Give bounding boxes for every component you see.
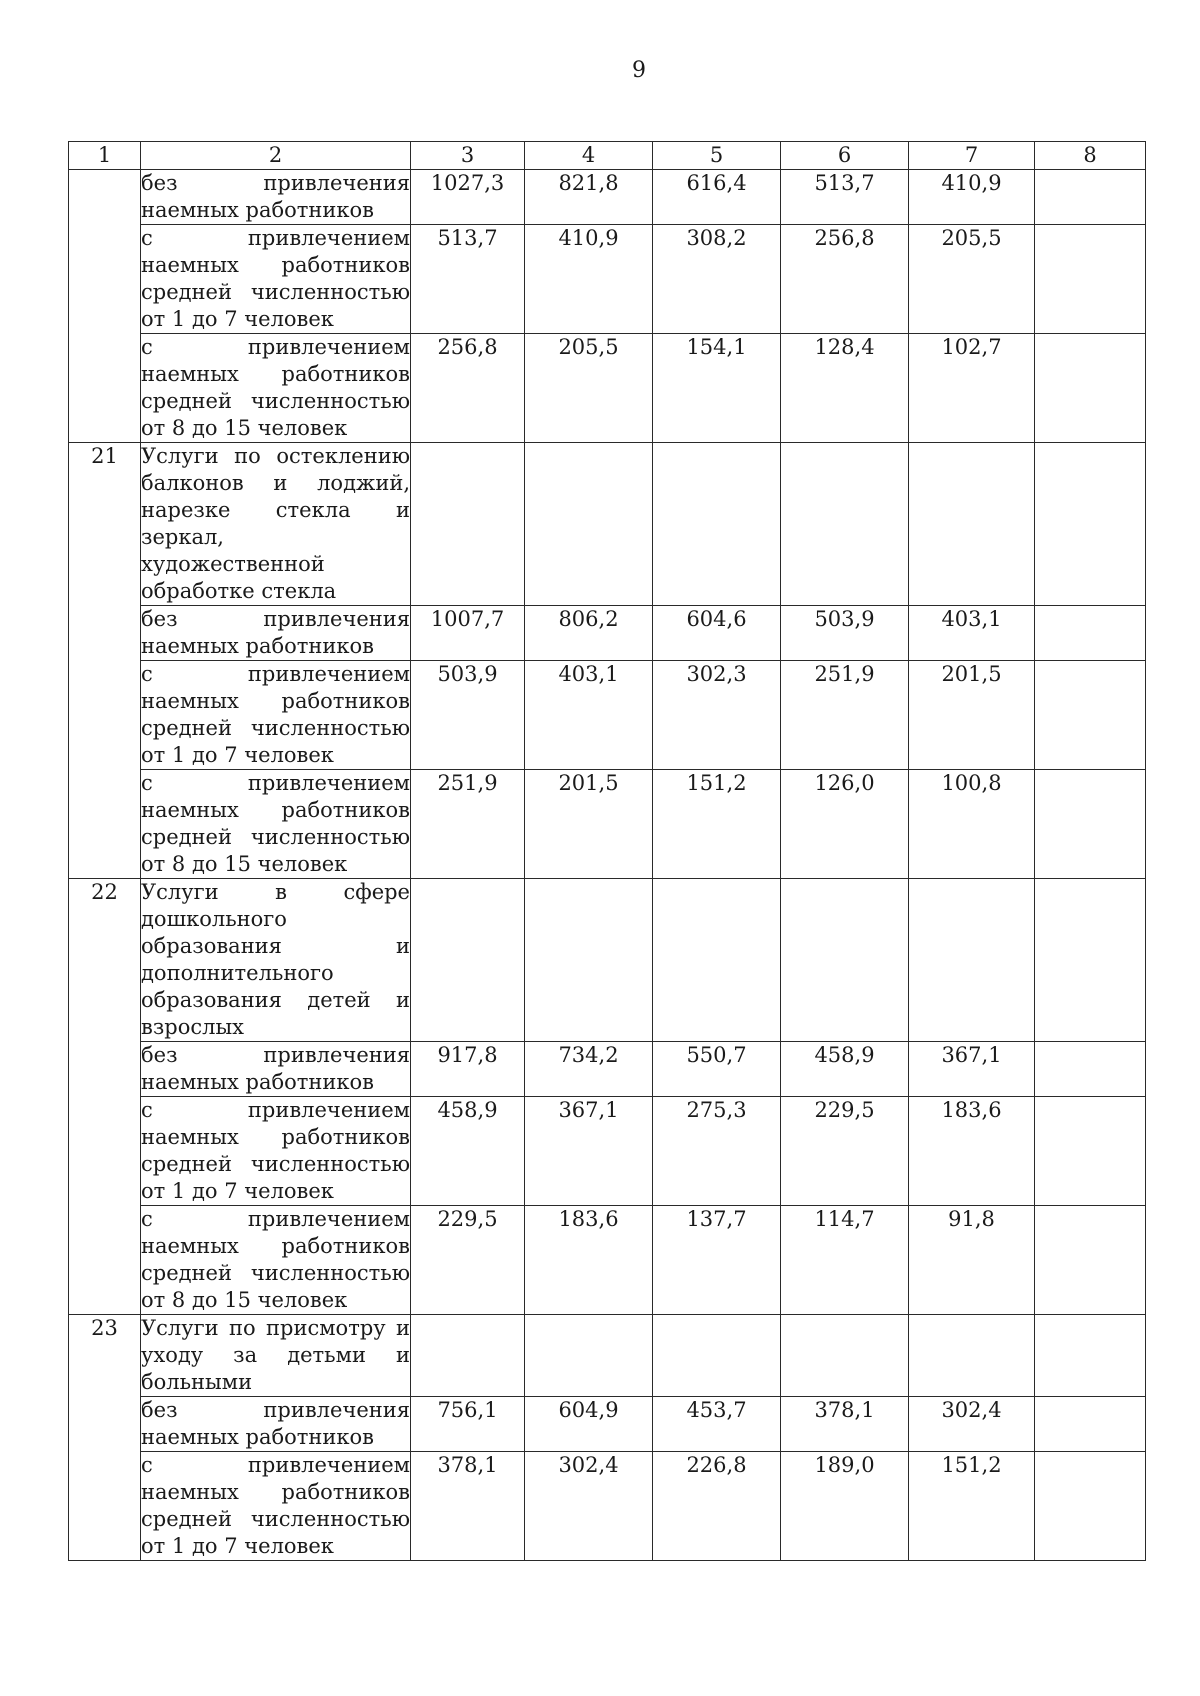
row-index-cell: 22 <box>69 879 141 1315</box>
value-cell: 308,2 <box>653 225 781 334</box>
table-body <box>69 170 1146 1561</box>
value-cell: 503,9 <box>781 606 909 661</box>
value-cell: 275,3 <box>653 1097 781 1206</box>
value-cell: 114,7 <box>781 1206 909 1315</box>
condition-cell: с привлечением наемных работников средней численностью от 1 до 7 человек <box>141 1097 411 1206</box>
value-cell: 205,5 <box>525 334 653 443</box>
service-title-cell: Услуги в сфере дошкольного образования и дополнительного образования детей и взрослых <box>141 879 411 1042</box>
value-cell: 403,1 <box>525 661 653 770</box>
value-cell <box>1035 661 1146 770</box>
value-cell: 458,9 <box>411 1097 525 1206</box>
empty-cell <box>525 443 653 606</box>
service-title-cell: Услуги по остеклению балконов и лоджий, нарезке стекла и зеркал, художественной обработке стекла <box>141 443 411 606</box>
empty-cell <box>909 443 1035 606</box>
empty-cell <box>781 879 909 1042</box>
value-cell: 458,9 <box>781 1042 909 1097</box>
value-cell: 1007,7 <box>411 606 525 661</box>
table-row <box>69 1206 1146 1315</box>
table-row <box>69 1452 1146 1561</box>
value-cell: 151,2 <box>653 770 781 879</box>
value-cell <box>1035 334 1146 443</box>
value-cell: 251,9 <box>411 770 525 879</box>
value-cell: 154,1 <box>653 334 781 443</box>
value-cell <box>1035 1452 1146 1561</box>
value-cell: 302,4 <box>525 1452 653 1561</box>
value-cell: 453,7 <box>653 1397 781 1452</box>
empty-cell <box>909 879 1035 1042</box>
table-row <box>69 225 1146 334</box>
value-cell: 604,9 <box>525 1397 653 1452</box>
column-header: 7 <box>909 142 1035 170</box>
tariff-table <box>68 141 1146 1561</box>
value-cell <box>1035 1206 1146 1315</box>
empty-cell <box>525 879 653 1042</box>
condition-cell: с привлечением наемных работников средней численностью от 8 до 15 человек <box>141 1206 411 1315</box>
value-cell: 378,1 <box>781 1397 909 1452</box>
empty-cell <box>653 879 781 1042</box>
value-cell: 137,7 <box>653 1206 781 1315</box>
empty-cell <box>781 1315 909 1397</box>
value-cell: 756,1 <box>411 1397 525 1452</box>
value-cell: 226,8 <box>653 1452 781 1561</box>
empty-cell <box>411 1315 525 1397</box>
row-index-cell: 23 <box>69 1315 141 1561</box>
value-cell: 367,1 <box>909 1042 1035 1097</box>
table-row <box>69 1097 1146 1206</box>
value-cell: 302,3 <box>653 661 781 770</box>
value-cell: 734,2 <box>525 1042 653 1097</box>
value-cell: 100,8 <box>909 770 1035 879</box>
column-header: 6 <box>781 142 909 170</box>
value-cell: 183,6 <box>525 1206 653 1315</box>
condition-cell: без привлечения наемных работников <box>141 606 411 661</box>
table-row <box>69 170 1146 225</box>
table-row <box>69 606 1146 661</box>
value-cell: 604,6 <box>653 606 781 661</box>
condition-cell: без привлечения наемных работников <box>141 1397 411 1452</box>
value-cell: 821,8 <box>525 170 653 225</box>
value-cell: 102,7 <box>909 334 1035 443</box>
empty-cell <box>653 1315 781 1397</box>
condition-cell: без привлечения наемных работников <box>141 170 411 225</box>
column-header: 5 <box>653 142 781 170</box>
value-cell <box>1035 1097 1146 1206</box>
empty-cell <box>909 1315 1035 1397</box>
value-cell: 205,5 <box>909 225 1035 334</box>
value-cell: 550,7 <box>653 1042 781 1097</box>
row-index-cell: 21 <box>69 443 141 879</box>
page-number: 9 <box>632 58 646 83</box>
header-row <box>69 142 1146 170</box>
value-cell: 256,8 <box>411 334 525 443</box>
value-cell: 229,5 <box>781 1097 909 1206</box>
condition-cell: с привлечением наемных работников средней численностью от 8 до 15 человек <box>141 334 411 443</box>
condition-cell: с привлечением наемных работников средней численностью от 1 до 7 человек <box>141 1452 411 1561</box>
empty-cell <box>411 443 525 606</box>
value-cell <box>1035 225 1146 334</box>
table-row <box>69 1397 1146 1452</box>
table-row <box>69 770 1146 879</box>
empty-cell <box>411 879 525 1042</box>
table-row <box>69 334 1146 443</box>
value-cell: 513,7 <box>411 225 525 334</box>
condition-cell: с привлечением наемных работников средней численностью от 8 до 15 человек <box>141 770 411 879</box>
value-cell: 189,0 <box>781 1452 909 1561</box>
value-cell: 251,9 <box>781 661 909 770</box>
condition-cell: с привлечением наемных работников средней численностью от 1 до 7 человек <box>141 225 411 334</box>
empty-cell <box>653 443 781 606</box>
value-cell: 616,4 <box>653 170 781 225</box>
service-title-cell: Услуги по присмотру и уходу за детьми и больными <box>141 1315 411 1397</box>
value-cell: 302,4 <box>909 1397 1035 1452</box>
value-cell: 403,1 <box>909 606 1035 661</box>
column-header: 4 <box>525 142 653 170</box>
empty-cell <box>525 1315 653 1397</box>
column-header: 1 <box>69 142 141 170</box>
value-cell: 201,5 <box>909 661 1035 770</box>
value-cell: 201,5 <box>525 770 653 879</box>
table-row <box>69 661 1146 770</box>
value-cell: 128,4 <box>781 334 909 443</box>
column-header: 3 <box>411 142 525 170</box>
empty-cell <box>1035 443 1146 606</box>
value-cell: 513,7 <box>781 170 909 225</box>
value-cell <box>1035 770 1146 879</box>
value-cell: 378,1 <box>411 1452 525 1561</box>
value-cell: 806,2 <box>525 606 653 661</box>
value-cell: 151,2 <box>909 1452 1035 1561</box>
value-cell <box>1035 170 1146 225</box>
value-cell: 410,9 <box>909 170 1035 225</box>
empty-cell <box>781 443 909 606</box>
empty-cell <box>1035 879 1146 1042</box>
row-index-cell <box>69 170 141 443</box>
group-title-row <box>69 443 1146 606</box>
table-row <box>69 1042 1146 1097</box>
group-title-row <box>69 1315 1146 1397</box>
empty-cell <box>1035 1315 1146 1397</box>
value-cell: 367,1 <box>525 1097 653 1206</box>
value-cell <box>1035 1042 1146 1097</box>
value-cell: 256,8 <box>781 225 909 334</box>
value-cell: 91,8 <box>909 1206 1035 1315</box>
value-cell: 126,0 <box>781 770 909 879</box>
value-cell: 183,6 <box>909 1097 1035 1206</box>
value-cell <box>1035 1397 1146 1452</box>
value-cell: 410,9 <box>525 225 653 334</box>
value-cell: 1027,3 <box>411 170 525 225</box>
value-cell <box>1035 606 1146 661</box>
column-header: 8 <box>1035 142 1146 170</box>
column-header: 2 <box>141 142 411 170</box>
value-cell: 503,9 <box>411 661 525 770</box>
value-cell: 917,8 <box>411 1042 525 1097</box>
value-cell: 229,5 <box>411 1206 525 1315</box>
condition-cell: с привлечением наемных работников средней численностью от 1 до 7 человек <box>141 661 411 770</box>
group-title-row <box>69 879 1146 1042</box>
condition-cell: без привлечения наемных работников <box>141 1042 411 1097</box>
